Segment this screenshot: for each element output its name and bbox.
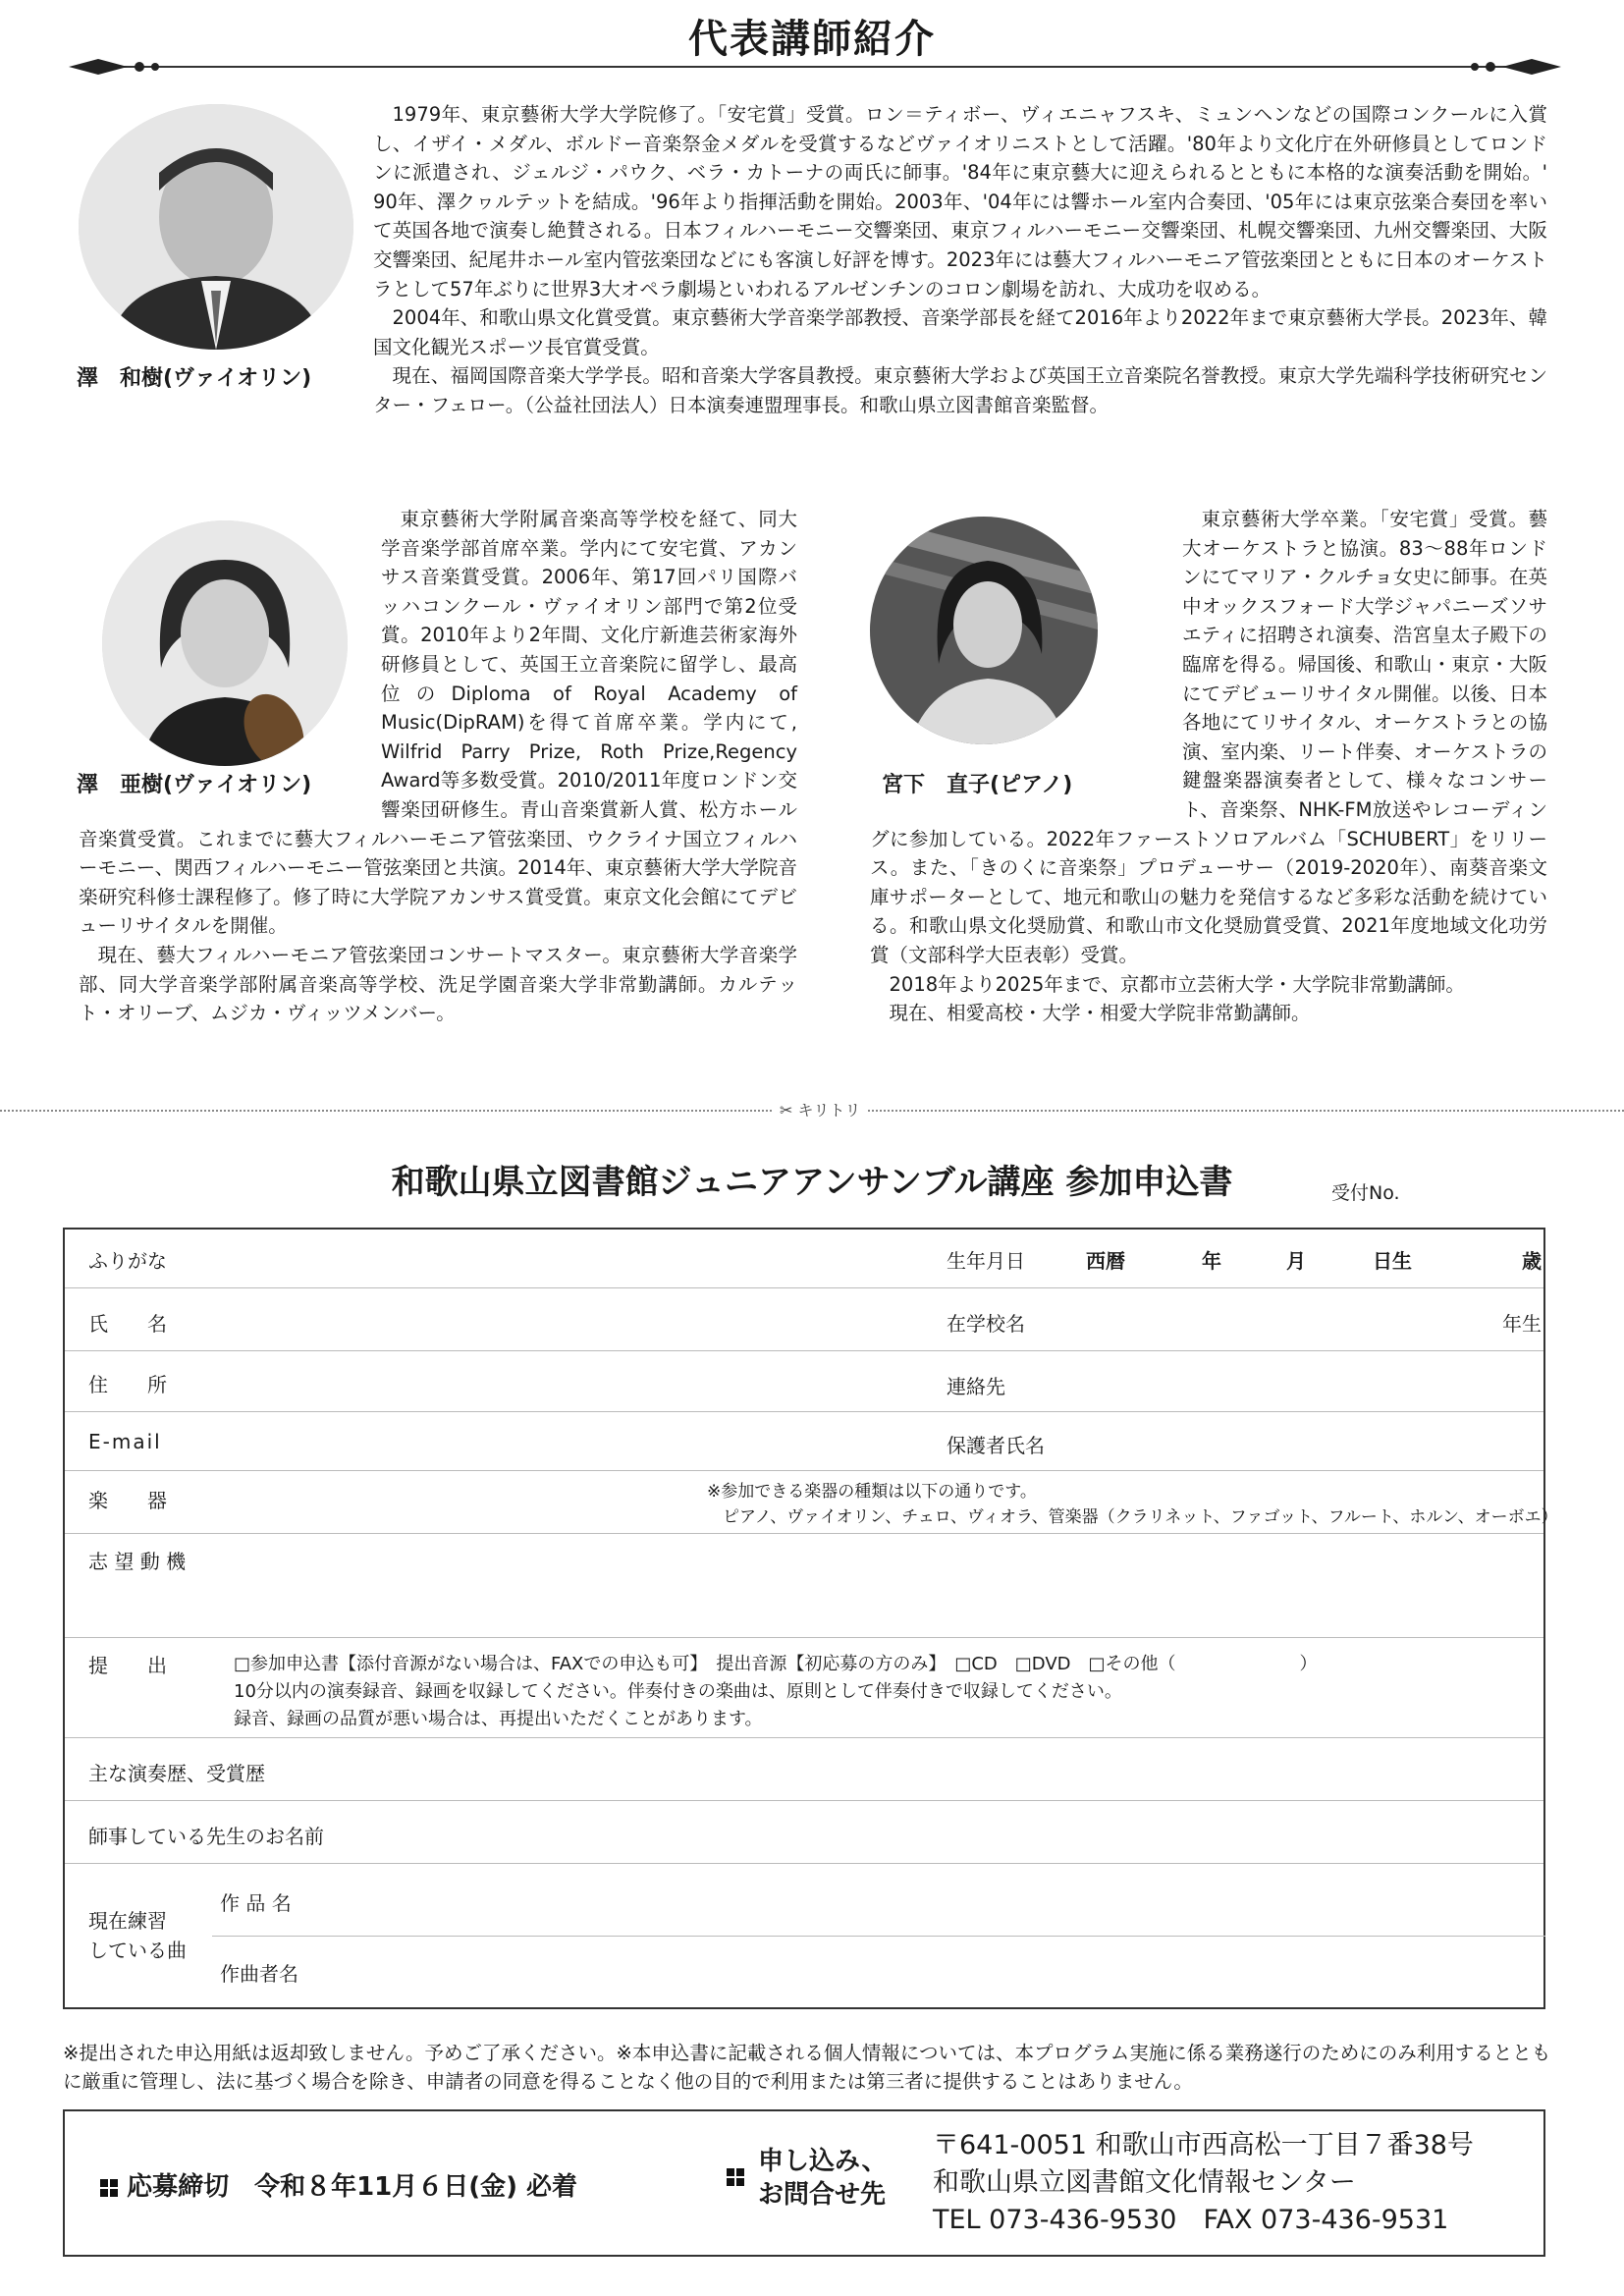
name-field[interactable] (202, 1296, 929, 1343)
teacher-field[interactable] (359, 1809, 1528, 1856)
instrument-label: 楽 器 (88, 1489, 167, 1512)
guardian-field[interactable] (1086, 1418, 1528, 1463)
ornament-left-icon (69, 55, 177, 79)
teacher1-name: 澤 和樹(ヴァイオリン) (77, 366, 312, 391)
cut-label: ✂ キリトリ (774, 1098, 867, 1121)
application-form (63, 1228, 1558, 2009)
guardian-label: 保護者氏名 (947, 1434, 1045, 1457)
school-label: 在学校名 (947, 1312, 1025, 1336)
day-label: 日生 (1373, 1249, 1412, 1273)
teacher2-bio-para1: 東京藝術大学附属音楽高等学校を経て、同大学音楽学部首席卒業。学内にて安宅賞、アカンサス音楽賞受賞。2006年、第17回パリ国際バッハコンクール・ヴァイオリン部門で第2位受賞。2010年より2年間、文化庁新進芸術家海外研修員として、英国王立音楽院に留学し、最高位のDiploma of Royal Academy of Music(DipRAM)を得て首席卒業。学内にて, Wilfrid Parry Prize, Roth Prize,Regency Award等多数受賞。2010/2011年度ロンドン交響楽団研修生。青山音楽賞新人賞、松方ホール音楽賞受賞。これまでに藝大フィルハーモニア管弦楽団、ウクライナ国立フィルハーモニー、関西フィルハーモニー管弦楽団と共演。2014年、東京藝術大学大学院音楽研究科修士課程修了。修了時に大学院アカンサス賞受賞。東京文化会館にてデビューリサイタルを開催。 (79, 508, 797, 938)
email-label: E-mail (88, 1430, 162, 1453)
teacher2-bio (79, 505, 797, 1028)
current-piece-label-2: している曲 (88, 1939, 187, 1962)
teacher3-bio-para2: 2018年より2025年まで、京都市立芸術大学・大学院非常勤講師。 (889, 972, 1465, 996)
deadline: 応募締切 令和８年11月６日(金) 必着 (100, 2166, 577, 2203)
history-label: 主な演奏歴、受賞歴 (88, 1762, 265, 1785)
contact-address (933, 2127, 1474, 2239)
form-row-furigana (65, 1230, 1543, 1288)
contact-label: 連絡先 (947, 1375, 1005, 1398)
teacher1-bio (79, 100, 1547, 420)
furigana-label: ふりがな (88, 1249, 167, 1273)
form-row-submit (65, 1638, 1543, 1738)
instrument-field[interactable] (202, 1475, 693, 1528)
work-label: 作 品 名 (220, 1891, 292, 1915)
form-row-email (65, 1412, 1543, 1471)
submit-quality-note: 録音、録画の品質が悪い場合は、再提出いただくことがあります。 (234, 1709, 763, 1729)
motivation-label: 志 望 動 機 (88, 1550, 187, 1573)
form-row-current-piece (65, 1864, 1543, 2007)
address-label: 住 所 (88, 1373, 167, 1396)
privacy-disclaimer: ※提出された申込用紙は返却致しません。予めご了承ください。※本申込書に記載される個人情報については、本プログラム実施に係る業務遂行のためにのみ利用するとともに厳重に管理し、法に基づく場合を除き、申請者の同意を得ることなく他の目的で利用または第三者に提供することはありません。 (63, 2042, 1551, 2093)
form-row-name (65, 1288, 1543, 1351)
month-label: 月 (1286, 1249, 1306, 1273)
footer-box (63, 2109, 1545, 2257)
quad-square-icon (100, 2179, 118, 2197)
birthdate-label: 生年月日 (947, 1249, 1025, 1273)
school-field[interactable] (1056, 1296, 1489, 1343)
section-title: 代表講師紹介 (688, 17, 936, 62)
work-field[interactable] (340, 1874, 1528, 1925)
teacher3-bio-para3: 現在、相愛高校・大学・相愛大学院非常勤講師。 (889, 1002, 1311, 1025)
piece-divider (212, 1936, 1545, 1937)
submit-instructions: 10分以内の演奏録音、録画を収録してください。伴奏付きの楽曲は、原則として伴奏付きで収録してください。 (234, 1681, 1122, 1702)
instrument-list: ピアノ、ヴァイオリン、チェロ、ヴィオラ、管楽器（クラリネット、ファゴット、フルート、ホルン、オーボエ） (723, 1507, 1558, 1527)
teacher1-bio-para2: 2004年、和歌山県文化賞受賞。東京藝術大学音楽学部教授、音楽学部長を経て2016年より2022年まで東京藝術大学長。2023年、韓国文化観光スポーツ長官賞受賞。 (373, 306, 1547, 358)
submit-options[interactable]: □参加申込書【添付音源がない場合は、FAXでの申込も可】 提出音源【初応募の方のみ】 □CD □DVD □その他（ ） (234, 1654, 1318, 1674)
postal-address: 〒641-0051 和歌山市西高松一丁目７番38号 (933, 2130, 1474, 2160)
organization-name: 和歌山県立図書館文化情報センター (933, 2167, 1356, 2198)
composer-field[interactable] (340, 1946, 1528, 1997)
history-field[interactable] (320, 1746, 1528, 1793)
ornament-right-icon (1453, 55, 1561, 79)
name-label: 氏 名 (88, 1312, 167, 1336)
composer-label: 作曲者名 (220, 1962, 298, 1986)
motivation-field[interactable] (88, 1577, 1522, 1632)
form-title: 和歌山県立図書館ジュニアアンサンブル講座 参加申込書 (391, 1163, 1233, 1202)
scissors-icon: ✂ (780, 1101, 793, 1120)
year-label: 年 (1202, 1249, 1221, 1273)
teacher2-bio-para2: 現在、藝大フィルハーモニア管弦楽団コンサートマスター。東京藝術大学音楽学部、同大学音楽学部附属音楽高等学校、洗足学園音楽大学非常勤講師。カルテット・オリーブ、ムジカ・ヴィッツメンバー。 (79, 943, 797, 1025)
quad-square-icon (727, 2168, 744, 2186)
teacher3-bio (870, 505, 1547, 1028)
form-row-teacher (65, 1801, 1543, 1864)
current-piece-label-1: 現在練習 (88, 1909, 167, 1933)
contact-label: 申し込み、 お問合せ先 (758, 2147, 888, 2210)
phone-fax: TEL 073-436-9530 FAX 073-436-9531 (933, 2205, 1449, 2235)
teacher3-bio-para1: 東京藝術大学卒業。「安宅賞」受賞。藝大オーケストラと協演。83～88年ロンドンにてマリア・クルチョ女史に師事。在英中オックスフォード大学ジャパニーズソサエティに招聘され演奏、浩宮皇太子殿下の臨席を得る。帰国後、和歌山・東京・大阪にてデビューリサイタル開催。以後、日本各地にてリサイタル、オーケストラとの協演、室内楽、リート伴奏、オーケストラの鍵盤楽器演奏者として、様々なコンサート、音楽祭、NHK-FM放送やレコーディングに参加している。2022年ファーストソロアルバム「SCHUBERT」をリリース。また、「きのくに音楽祭」プロデューサー（2019-2020年）、南葵音楽文庫サポーターとして、地元和歌山の魅力を発信するなど多彩な活動を続けている。和歌山県文化奨励賞、和歌山市文化奨励賞受賞、2021年度地域文化功労賞（文部科学大臣表彰）受賞。 (870, 508, 1547, 966)
instrument-note: ※参加できる楽器の種類は以下の通りです。 (707, 1482, 1037, 1502)
address-field[interactable] (202, 1357, 929, 1404)
age-label: 歳 (1522, 1249, 1542, 1273)
teacher-label: 師事している先生のお名前 (88, 1825, 324, 1848)
grade-label: 年生 (1502, 1312, 1542, 1336)
form-row-motivation (65, 1534, 1543, 1638)
email-field[interactable] (202, 1418, 929, 1463)
era-label: 西暦 (1086, 1249, 1125, 1273)
furigana-field[interactable] (202, 1235, 948, 1281)
teacher2-name: 澤 亜樹(ヴァイオリン) (77, 773, 312, 797)
submit-label: 提 出 (88, 1654, 167, 1677)
teacher1-bio-para1: 1979年、東京藝術大学大学院修了。「安宅賞」受賞。ロン＝ティボー、ヴィエニャフスキ、ミュンヘンなどの国際コンクールに入賞し、イザイ・メダル、ボルドー音楽祭金メダルを受賞するなどヴァイオリニストとして活躍。'80年より文化庁在外研修員としてロンドンに派遣され、ジェルジ・パウク、ベラ・カトーナの両氏に師事。'84年に東京藝大に迎えられるとともに本格的な演奏活動を開始。' 90年、澤クヮルテットを結成。'96年より指揮活動を開始。2003年、'04年には響ホール室内合奏団、'05年には東京弦楽合奏団を率いて英国各地で演奏し絶賛される。日本フィルハーモニー交響楽団、東京フィルハーモニー交響楽団、札幌交響楽団、九州交響楽団、大阪交響楽団、紀尾井ホール室内管弦楽団などにも客演し好評を博す。2023年には藝大フィルハーモニア管弦楽団とともに日本のオーケストラとして57年ぶりに世界3大オペラ劇場といわれるアルゼンチンのコロン劇場を訪れ、大成功を収める。 (373, 103, 1547, 301)
teacher1-bio-para3: 現在、福岡国際音楽大学学長。昭和音楽大学客員教授。東京藝術大学および英国王立音楽院名誉教授。東京大学先端科学技術研究センター・フェロー。（公益社団法人）日本演奏連盟理事長。和歌山県立図書館音楽監督。 (373, 364, 1547, 416)
receipt-number-label: 受付No. (1331, 1182, 1400, 1204)
form-row-history (65, 1738, 1543, 1801)
form-row-address (65, 1351, 1543, 1412)
form-row-instrument (65, 1471, 1558, 1534)
teacher3-name: 宮下 直子(ピアノ) (882, 773, 1073, 797)
title-ornament-rule (79, 65, 1545, 69)
contact-field[interactable] (1056, 1357, 1528, 1404)
